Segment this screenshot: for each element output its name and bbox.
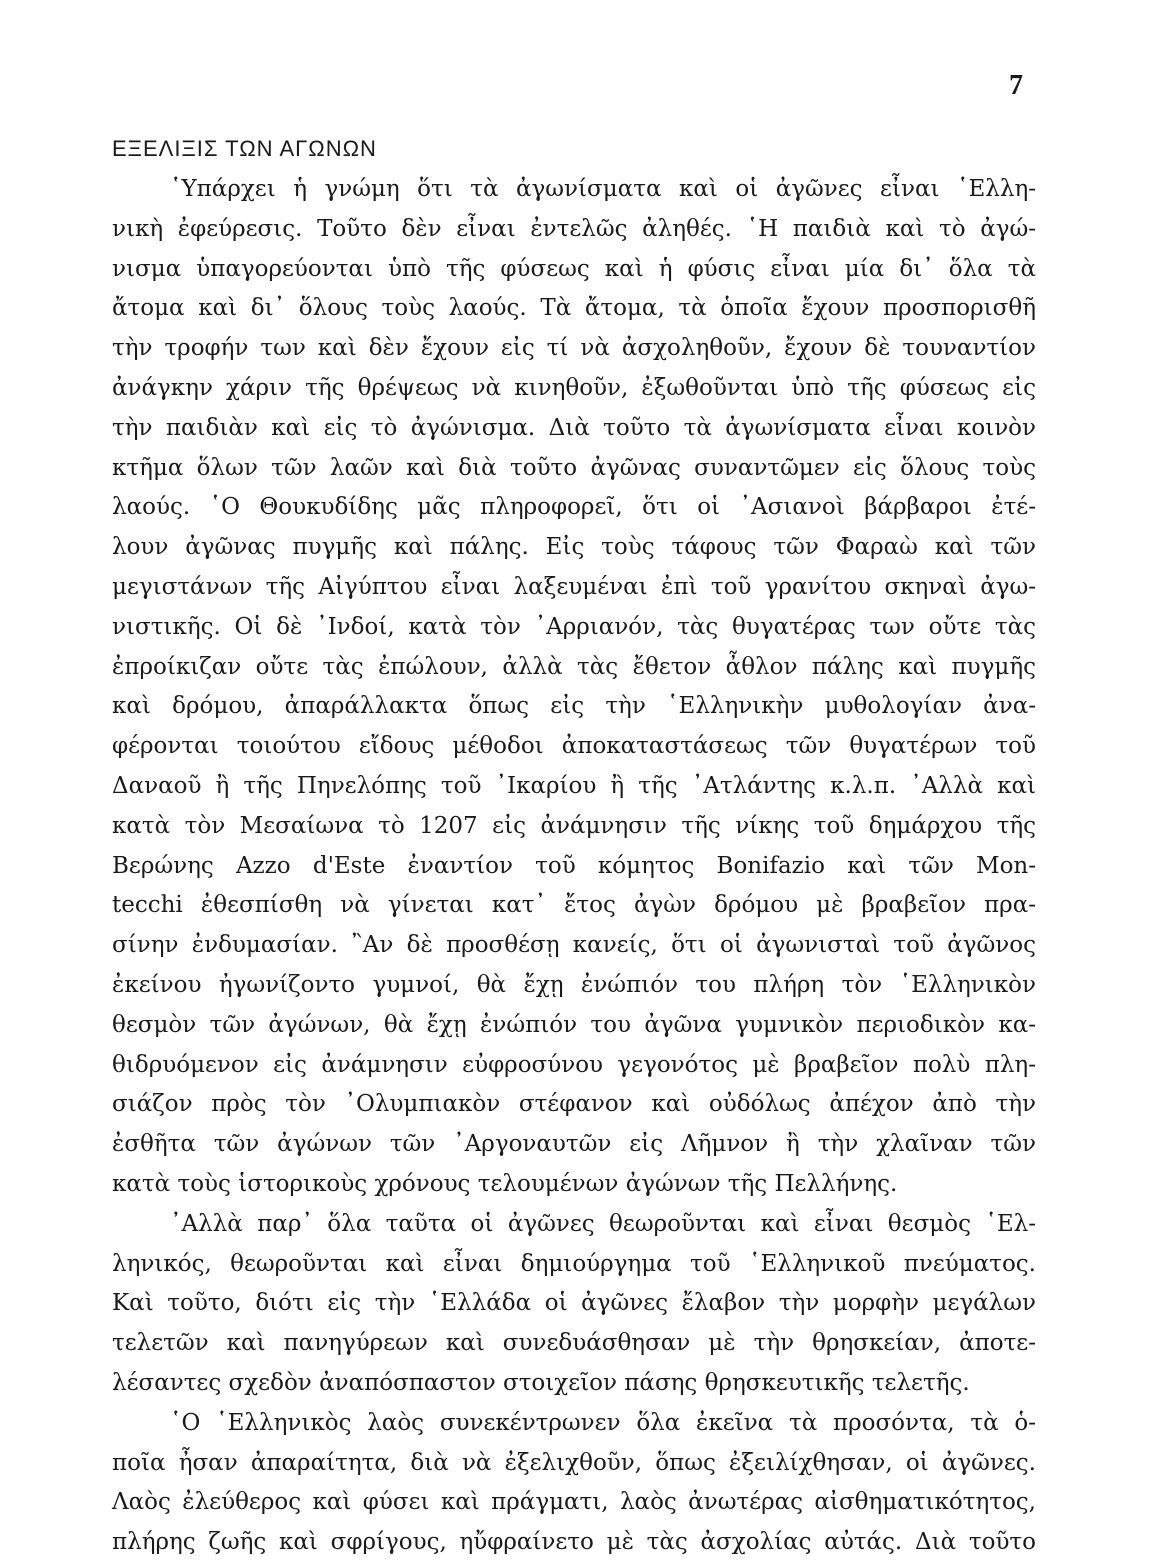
page-number: 7 (1009, 70, 1023, 101)
text-line: τὴν τροφήν των καὶ δὲν ἔχουν εἰς τί νὰ ἀσχοληθοῦν, ἔχουν δὲ τουναντίον (112, 335, 1036, 362)
text-line: Βερώνης Azzo d'Este ἐναντίον τοῦ κόμητος Bonifazio καὶ τῶν Mon- (112, 852, 1036, 879)
body-text (112, 170, 1036, 1563)
text-line: Καὶ τοῦτο, διότι εἰς τὴν ῾Ελλάδα οἱ ἀγῶνες ἔλαβον τὴν μορφὴν μεγάλων (112, 1290, 1036, 1317)
text-line: tecchi ἐθεσπίσθη νὰ γίνεται κατ᾽ ἔτος ἀγὼν δρόμου μὲ βραβεῖον πρα- (112, 892, 1036, 919)
text-line: νικὴ ἐφεύρεσις. Τοῦτο δὲν εἶναι ἐντελῶς ἀληθές. ῾Η παιδιὰ καὶ τὸ ἀγώ- (112, 215, 1036, 242)
text-line: ληνικός, θεωροῦνται καὶ εἶναι δημιούργημα τοῦ ῾Ελληνικοῦ πνεύματος. (112, 1250, 1036, 1277)
text-line: θεσμὸν τῶν ἀγώνων, θὰ ἔχῃ ἐνώπιόν του ἀγῶνα γυμνικὸν περιοδικὸν κα- (112, 1011, 1036, 1038)
text-line: λουν ἀγῶνας πυγμῆς καὶ πάλης. Εἰς τοὺς τάφους τῶν Φαραὼ καὶ τῶν (112, 534, 1036, 561)
text-line: νιστικῆς. Οἱ δὲ ᾿Ινδοί, κατὰ τὸν ᾿Αρριανόν, τὰς θυγατέρας των οὔτε τὰς (112, 613, 1036, 640)
text-line: ἀνάγκην χάριν τῆς θρέψεως νὰ κινηθοῦν, ἐξωθοῦνται ὑπὸ τῆς φύσεως εἰς (112, 374, 1036, 401)
text-line: καὶ δρόμου, ἀπαράλλακτα ὅπως εἰς τὴν ῾Ελληνικὴν μυθολογίαν ἀνα- (112, 693, 1036, 720)
text-line: ῾Ο ῾Ελληνικὸς λαὸς συνεκέντρωνεν ὅλα ἐκεῖνα τὰ προσόντα, τὰ ὁ- (170, 1409, 1036, 1436)
text-line: ἐπροίκιζαν οὔτε τὰς ἐπώλουν, ἀλλὰ τὰς ἔθετον ἆθλον πάλης καὶ πυγμῆς (112, 653, 1036, 680)
text-line: λέσαντες σχεδὸν ἀναπόσπαστον στοιχεῖον πάσης θρησκευτικῆς τελετῆς. (112, 1369, 970, 1396)
text-line: φέρονται τοιούτου εἴδους μέθοδοι ἀποκαταστάσεως τῶν θυγατέρων τοῦ (112, 733, 1036, 760)
text-line: κατὰ τοὺς ἱστορικοὺς χρόνους τελουμένων ἀγώνων τῆς Πελλήνης. (112, 1170, 898, 1197)
text-line: σίνην ἐνδυμασίαν. ῍Αν δὲ προσθέσῃ κανείς, ὅτι οἱ ἀγωνισταὶ τοῦ ἀγῶνος (112, 932, 1036, 959)
text-line: Λαὸς ἐλεύθερος καὶ φύσει καὶ πράγματι, λαὸς ἀνωτέρας αἰσθηματικότητος, (112, 1489, 1036, 1516)
text-line: ἐσθῆτα τῶν ἀγώνων τῶν ᾿Αργοναυτῶν εἰς Λῆμνον ἢ τὴν χλαῖναν τῶν (112, 1131, 1036, 1158)
text-line: ἄτομα καὶ δι᾽ ὅλους τοὺς λαούς. Τὰ ἄτομα, τὰ ὁποῖα ἔχουν προσπορισθῆ (112, 295, 1036, 322)
section-heading: ΕΞΕΛΙΞΙΣ ΤΩΝ ΑΓΩΝΩΝ (112, 136, 377, 161)
text-line: ποῖα ἦσαν ἀπαραίτητα, διὰ νὰ ἐξελιχθοῦν, ὅπως ἐξειλίχθησαν, οἱ ἀγῶνες. (112, 1449, 1036, 1476)
text-line: κατὰ τὸν Μεσαίωνα τὸ 1207 εἰς ἀνάμνησιν τῆς νίκης τοῦ δημάρχου τῆς (112, 812, 1036, 839)
text-line: πλήρης ζωῆς καὶ σφρίγους, ηὔφραίνετο μὲ τὰς ἀσχολίας αὐτάς. Διὰ τοῦτο (112, 1529, 1036, 1556)
text-line: σιάζον πρὸς τὸν ᾿Ολυμπιακὸν στέφανον καὶ οὐδόλως ἀπέχον ἀπὸ τὴν (112, 1091, 1036, 1118)
text-line: Δαναοῦ ἢ τῆς Πηνελόπης τοῦ ᾿Ικαρίου ἢ τῆς ᾿Ατλάντης κ.λ.π. ᾿Αλλὰ καὶ (112, 772, 1036, 799)
text-line: κτῆμα ὅλων τῶν λαῶν καὶ διὰ τοῦτο ἀγῶνας συναντῶμεν εἰς ὅλους τοὺς (112, 454, 1036, 481)
text-line: λαούς. ῾Ο Θουκυδίδης μᾶς πληροφορεῖ, ὅτι οἱ ᾿Ασιανοὶ βάρβαροι ἐτέ- (112, 494, 1036, 521)
text-line: τελετῶν καὶ πανηγύρεων καὶ συνεδυάσθησαν μὲ τὴν θρησκείαν, ἀποτε- (112, 1330, 1036, 1357)
text-line: θιδρυόμενον εἰς ἀνάμνησιν εὐφροσύνου γεγονότος μὲ βραβεῖον πολὺ πλη- (112, 1051, 1036, 1078)
text-line: νισμα ὑπαγορεύονται ὑπὸ τῆς φύσεως καὶ ἡ φύσις εἶναι μία δι᾽ ὅλα τὰ (112, 255, 1036, 282)
text-line: μεγιστάνων τῆς Αἰγύπτου εἶναι λαξευμέναι ἐπὶ τοῦ γρανίτου σκηναὶ ἀγω- (112, 573, 1036, 600)
text-line: ᾿Αλλὰ παρ᾽ ὅλα ταῦτα οἱ ἀγῶνες θεωροῦνται καὶ εἶναι θεσμὸς ῾Ελ- (170, 1210, 1036, 1237)
text-line: ῾Υπάρχει ἡ γνώμη ὅτι τὰ ἀγωνίσματα καὶ οἱ ἀγῶνες εἶναι ῾Ελλη- (170, 176, 1036, 202)
text-line: ἐκείνου ἠγωνίζοντο γυμνοί, θὰ ἔχῃ ἐνώπιόν του πλήρη τὸν ῾Ελληνικὸν (112, 971, 1036, 998)
text-line: τὴν παιδιὰν καὶ εἰς τὸ ἀγώνισμα. Διὰ τοῦτο τὰ ἀγωνίσματα εἶναι κοινὸν (112, 414, 1036, 441)
